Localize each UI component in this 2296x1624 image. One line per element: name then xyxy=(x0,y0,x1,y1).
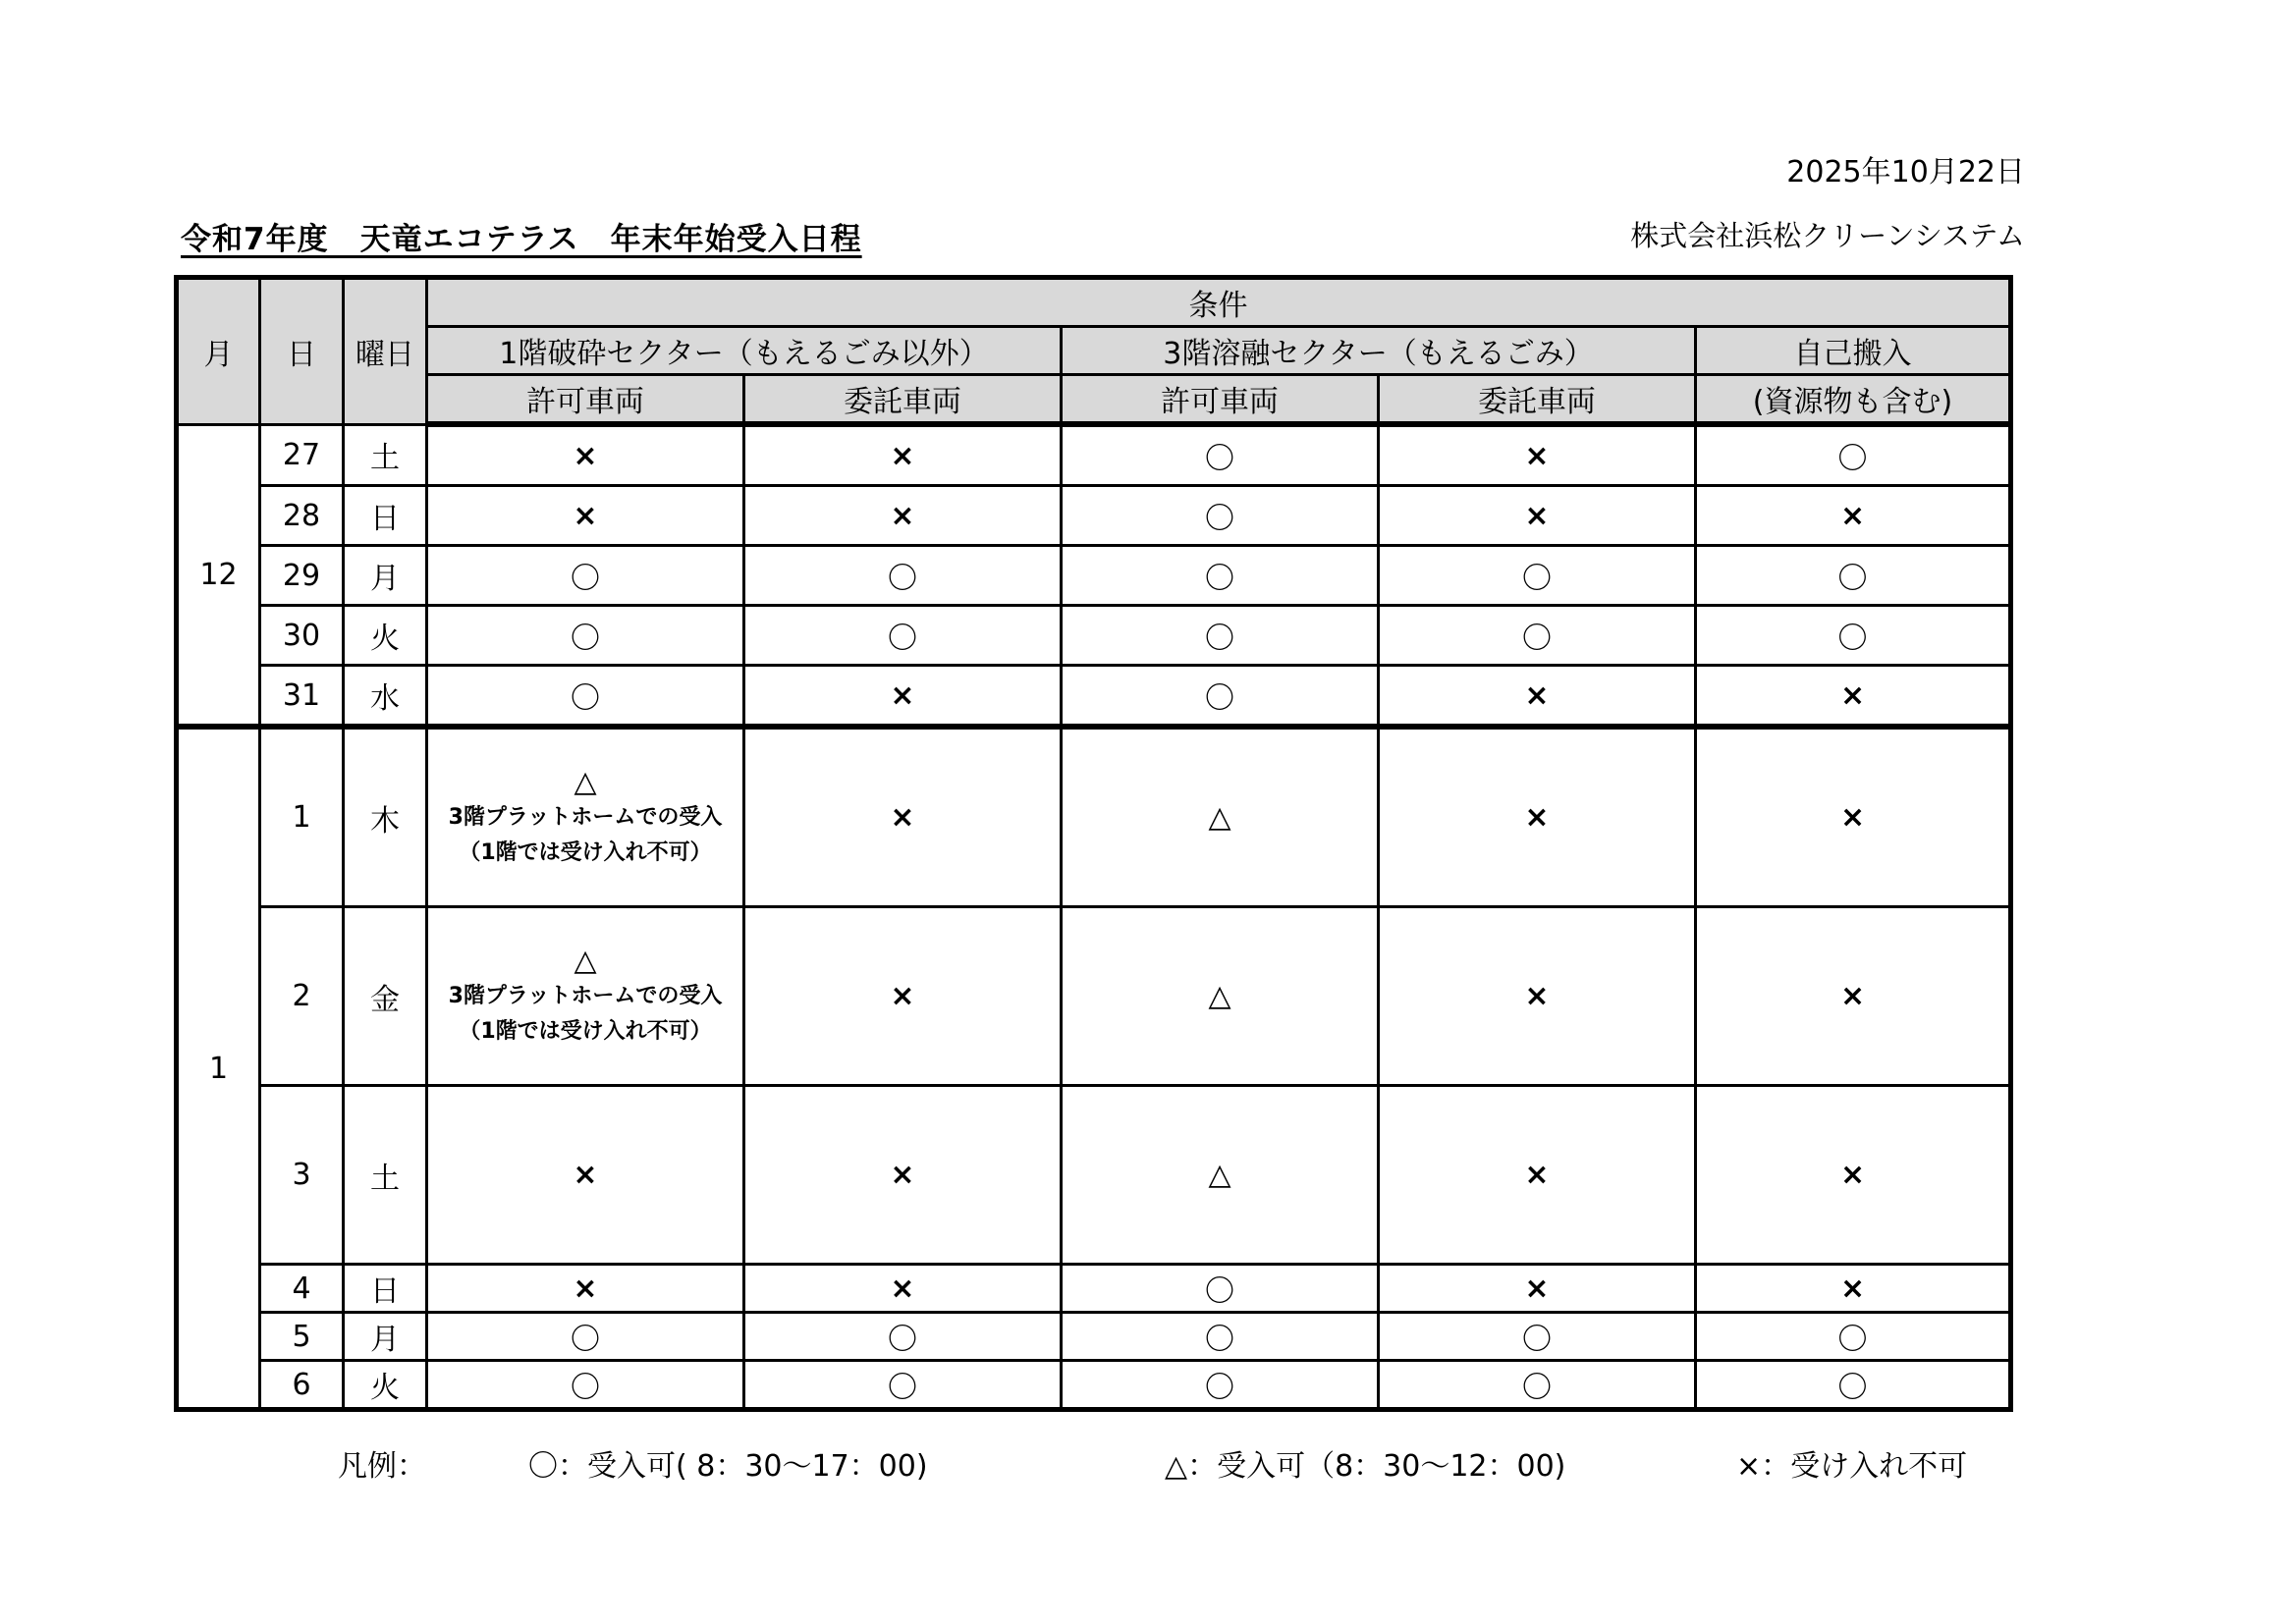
day-cell: 30 xyxy=(260,606,344,666)
status-mark: △ xyxy=(1208,1158,1231,1192)
status-cell xyxy=(427,907,744,1086)
status-cell xyxy=(427,424,744,486)
status-cell xyxy=(1379,1361,1696,1410)
table-row xyxy=(177,1313,2011,1361)
header-consign-vehicle: 委託車両 xyxy=(1379,375,1696,425)
status-mark: × xyxy=(890,498,915,533)
status-mark: 〇 xyxy=(1205,1371,1234,1405)
status-note: （1階では受け入れ不可） xyxy=(459,839,712,865)
status-note: 3階プラットホームでの受入 xyxy=(448,983,723,1008)
status-mark: × xyxy=(1524,677,1550,713)
weekday-cell: 土 xyxy=(344,1086,427,1265)
status-mark: 〇 xyxy=(571,1371,600,1405)
status-cell xyxy=(1062,1361,1379,1410)
status-cell xyxy=(1062,907,1379,1086)
weekday-cell: 火 xyxy=(344,1361,427,1410)
weekday-cell: 日 xyxy=(344,486,427,546)
status-cell xyxy=(744,1313,1062,1361)
status-cell xyxy=(427,666,744,728)
status-mark: × xyxy=(890,1271,915,1306)
status-mark: 〇 xyxy=(571,622,600,656)
status-cell xyxy=(1062,1313,1379,1361)
status-cell xyxy=(1379,1265,1696,1313)
legend-cross: ×：受け入れ不可 xyxy=(1736,1449,1968,1484)
month-cell: 1 xyxy=(177,727,260,1410)
table-row xyxy=(177,907,2011,1086)
legend-circle: 〇：受入可( 8：30～17：00) xyxy=(528,1449,928,1484)
status-cell xyxy=(1379,1086,1696,1265)
status-cell xyxy=(1062,666,1379,728)
table-row xyxy=(177,1086,2011,1265)
status-mark: 〇 xyxy=(888,1371,917,1405)
status-cell xyxy=(1696,1313,2011,1361)
status-cell xyxy=(1062,424,1379,486)
status-cell xyxy=(1062,727,1379,907)
status-cell xyxy=(1062,486,1379,546)
day-cell: 6 xyxy=(260,1361,344,1410)
header-group-1f-crushing: 1階破砕セクター（もえるごみ以外） xyxy=(427,327,1062,375)
weekday-cell: 木 xyxy=(344,727,427,907)
document-date: 2025年10月22日 xyxy=(1786,155,2025,189)
weekday-cell: 日 xyxy=(344,1265,427,1313)
header-permit-vehicle: 許可車両 xyxy=(427,375,744,425)
day-cell: 5 xyxy=(260,1313,344,1361)
status-mark: 〇 xyxy=(1522,1323,1552,1357)
weekday-cell: 火 xyxy=(344,606,427,666)
day-cell: 1 xyxy=(260,727,344,907)
weekday-cell: 月 xyxy=(344,1313,427,1361)
status-mark: × xyxy=(573,438,598,473)
status-cell xyxy=(744,546,1062,606)
status-mark: × xyxy=(1839,1271,1866,1306)
status-mark: × xyxy=(890,979,915,1013)
weekday-cell: 金 xyxy=(344,907,427,1086)
status-note: （1階では受け入れ不可） xyxy=(459,1018,712,1044)
status-mark: 〇 xyxy=(1522,622,1552,656)
status-cell xyxy=(744,727,1062,907)
weekday-cell: 月 xyxy=(344,546,427,606)
header-self-delivery-note: (資源物も含む) xyxy=(1696,375,2011,425)
table-row xyxy=(177,606,2011,666)
table-row xyxy=(177,546,2011,606)
status-mark: × xyxy=(1839,1158,1866,1192)
status-mark: 〇 xyxy=(1205,442,1234,476)
status-cell xyxy=(1379,666,1696,728)
day-cell: 31 xyxy=(260,666,344,728)
status-cell xyxy=(427,1086,744,1265)
status-cell xyxy=(1696,424,2011,486)
status-mark: 〇 xyxy=(1837,622,1868,656)
status-cell xyxy=(744,907,1062,1086)
status-mark: 〇 xyxy=(571,681,600,716)
day-cell: 4 xyxy=(260,1265,344,1313)
document-title: 令和7年度 天竜エコテラス 年末年始受入日程 xyxy=(181,222,862,257)
status-cell xyxy=(1379,907,1696,1086)
status-mark: 〇 xyxy=(1205,502,1234,536)
table-row xyxy=(177,1361,2011,1410)
legend-triangle: △：受入可（8：30～12：00) xyxy=(1165,1449,1566,1484)
status-mark: × xyxy=(1524,438,1550,473)
header-month: 月 xyxy=(177,278,260,425)
status-cell xyxy=(1696,1361,2011,1410)
status-mark: 〇 xyxy=(1837,1371,1868,1405)
status-cell xyxy=(1379,727,1696,907)
header-consign-vehicle: 委託車両 xyxy=(744,375,1062,425)
status-mark: △ xyxy=(1208,979,1231,1013)
status-cell xyxy=(427,1313,744,1361)
status-cell xyxy=(744,1361,1062,1410)
status-mark: × xyxy=(1524,800,1550,835)
day-cell: 28 xyxy=(260,486,344,546)
status-mark: 〇 xyxy=(571,1323,600,1357)
header-day: 日 xyxy=(260,278,344,425)
status-mark: × xyxy=(1839,677,1866,713)
header-group-3f-melting: 3階溶融セクター（もえるごみ） xyxy=(1062,327,1696,375)
status-mark: × xyxy=(1524,1158,1550,1192)
status-cell xyxy=(1062,606,1379,666)
day-cell: 27 xyxy=(260,424,344,486)
status-mark: △ xyxy=(1208,800,1231,835)
status-cell xyxy=(744,424,1062,486)
status-cell xyxy=(427,546,744,606)
status-cell xyxy=(1379,424,1696,486)
status-mark: × xyxy=(890,1158,915,1192)
table-row xyxy=(177,424,2011,486)
status-cell xyxy=(1379,606,1696,666)
status-cell xyxy=(427,1265,744,1313)
status-cell xyxy=(1379,546,1696,606)
status-cell xyxy=(744,666,1062,728)
status-cell xyxy=(744,606,1062,666)
status-cell xyxy=(427,727,744,907)
month-cell: 12 xyxy=(177,424,260,727)
company-name: 株式会社浜松クリーンシステム xyxy=(1630,219,2025,252)
header-weekday: 曜日 xyxy=(344,278,427,425)
header-permit-vehicle: 許可車両 xyxy=(1062,375,1379,425)
status-mark: 〇 xyxy=(1205,622,1234,656)
status-mark: 〇 xyxy=(888,562,917,596)
table-row xyxy=(177,1265,2011,1313)
status-mark: × xyxy=(573,1271,598,1306)
status-mark: × xyxy=(890,800,915,835)
schedule-table xyxy=(174,275,2013,1412)
table-row xyxy=(177,727,2011,907)
status-cell xyxy=(1696,1086,2011,1265)
status-mark: × xyxy=(573,498,598,533)
status-mark: 〇 xyxy=(1522,562,1552,596)
status-mark: △ xyxy=(574,943,597,978)
status-mark: × xyxy=(1839,800,1866,835)
status-mark: 〇 xyxy=(1837,562,1868,596)
status-cell xyxy=(1696,666,2011,728)
status-mark: 〇 xyxy=(1205,681,1234,716)
status-mark: 〇 xyxy=(1205,1274,1234,1309)
status-note: 3階プラットホームでの受入 xyxy=(448,804,723,830)
status-cell xyxy=(1696,1265,2011,1313)
status-mark: 〇 xyxy=(1522,1371,1552,1405)
status-cell xyxy=(744,1265,1062,1313)
status-mark: × xyxy=(1524,979,1550,1013)
status-cell xyxy=(1696,546,2011,606)
status-cell xyxy=(1062,1265,1379,1313)
status-mark: 〇 xyxy=(1837,1323,1868,1357)
status-cell xyxy=(1062,546,1379,606)
header-self-delivery: 自己搬入 xyxy=(1696,327,2011,375)
status-cell xyxy=(1696,606,2011,666)
status-mark: × xyxy=(1524,498,1550,533)
status-cell xyxy=(427,486,744,546)
day-cell: 3 xyxy=(260,1086,344,1265)
header-conditions: 条件 xyxy=(427,278,2011,327)
status-mark: × xyxy=(890,438,915,473)
status-cell xyxy=(1696,486,2011,546)
weekday-cell: 水 xyxy=(344,666,427,728)
status-cell xyxy=(1379,1313,1696,1361)
status-cell xyxy=(427,1361,744,1410)
status-mark: × xyxy=(1839,498,1866,533)
status-mark: 〇 xyxy=(1205,1323,1234,1357)
status-mark: × xyxy=(573,1158,598,1192)
status-mark: × xyxy=(1839,979,1866,1013)
status-mark: △ xyxy=(574,764,597,799)
status-cell xyxy=(1062,1086,1379,1265)
day-cell: 29 xyxy=(260,546,344,606)
status-cell xyxy=(1696,907,2011,1086)
table-row xyxy=(177,486,2011,546)
weekday-cell: 土 xyxy=(344,424,427,486)
status-mark: 〇 xyxy=(1837,442,1868,476)
status-cell xyxy=(1379,486,1696,546)
status-mark: 〇 xyxy=(1205,562,1234,596)
status-cell xyxy=(744,486,1062,546)
status-mark: 〇 xyxy=(888,1323,917,1357)
status-mark: 〇 xyxy=(571,562,600,596)
day-cell: 2 xyxy=(260,907,344,1086)
status-mark: × xyxy=(1524,1271,1550,1306)
status-cell xyxy=(1696,727,2011,907)
status-mark: 〇 xyxy=(888,622,917,656)
status-mark: × xyxy=(890,677,915,713)
table-row xyxy=(177,666,2011,728)
status-cell xyxy=(744,1086,1062,1265)
legend-label: 凡例： xyxy=(338,1449,426,1484)
status-cell xyxy=(427,606,744,666)
